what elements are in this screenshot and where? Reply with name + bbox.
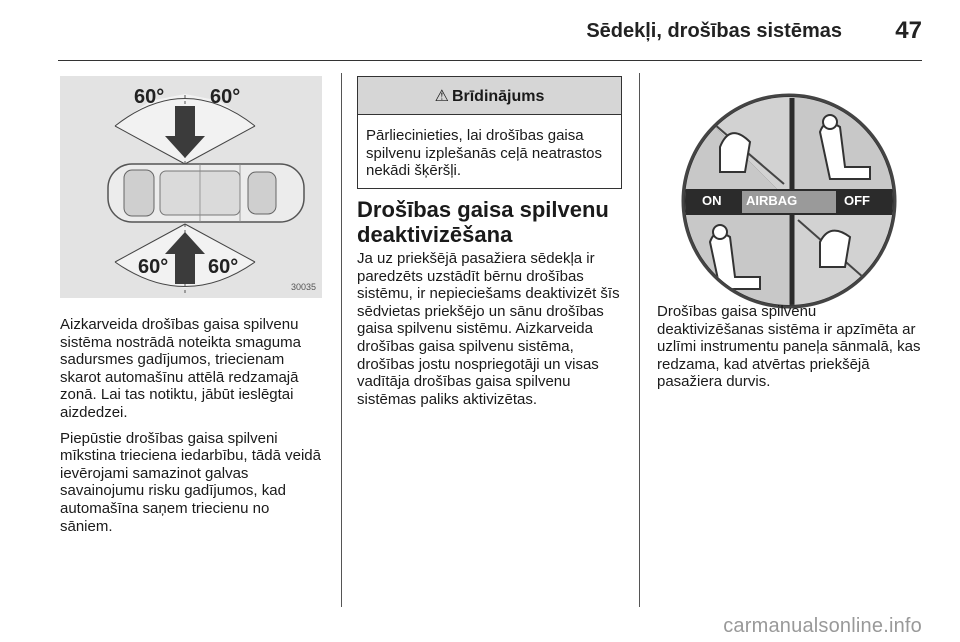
- column-divider-right: [639, 73, 640, 607]
- page-header-title: Sēdekļi, drošības sistēmas: [586, 20, 842, 42]
- left-column-text: [60, 316, 325, 543]
- warning-header: [358, 77, 621, 115]
- right-paragraph: Drošības gaisa spilvenu deaktivizēšanas sistēma ir apzīmēta ar uzlīmi instrumentu paneļa sānmalā, kas redzama, kad atvērtas priekšējā pasažiera durvis.: [657, 303, 921, 391]
- airbag-text: AIRBAG: [746, 193, 798, 208]
- figure-code: 30035: [290, 282, 316, 292]
- left-paragraph-1: Aizkarveida drošības gaisa spilvenu sistēma nostrādā noteikta smaguma sadursmes gadījumos, triecienam skarot automašīnu attēlā redzamajā zonā. Lai tas notiktu, jābūt ieslēgtai aizdedzei.: [60, 316, 301, 421]
- airbag-off-label: OFF: [844, 193, 870, 208]
- left-paragraph-2: Piepūstie drošības gaisa spilveni mīkstina trieciena iedarbību, tādā veidā ievērojami samazinot galvas savainojumu risku gadījumos, kad automašīna saņem triecienu no sāniem.: [60, 429, 321, 535]
- car-top-view-diagram: [60, 76, 322, 298]
- watermark: carmanualsonline.info: [723, 615, 922, 637]
- angle-label-bottom-right: 60°: [208, 256, 239, 278]
- warning-box: [357, 76, 622, 189]
- side-impact-illustration: [60, 76, 322, 298]
- warning-triangle-icon: ⚠: [434, 88, 449, 105]
- warning-text: Pārliecinieties, lai drošības gaisa spilvenu izplešanās ceļā neatrastos nekādi šķēršļi.: [366, 127, 602, 180]
- middle-paragraph: Ja uz priekšējā pasažiera sēdekļa ir paredzēts uzstādīt bērnu drošības sistēmu, ir nepieciešams deaktivizēt šīs sēdvietas priekšējo un sānu drošības gaisa spilvenu sistēmu. Aizkarveida drošības gaisa spilvenu sistēma, drošības jostu nospriegotāji un visas vadītāja drošības gaisa spilvenu sistēmas paliks aktivizētas.: [357, 250, 620, 408]
- airbag-on-label: ON: [702, 193, 722, 208]
- angle-label-top-left: 60°: [134, 86, 165, 108]
- column-divider-left: [341, 73, 342, 607]
- angle-label-top-right: 60°: [210, 86, 241, 108]
- section-title: Drošības gaisa spilvenu deaktivizēšana: [357, 197, 609, 247]
- header-divider: [58, 60, 922, 61]
- airbag-deactivation-label: [680, 92, 898, 310]
- warning-title: Brīdinājums: [451, 88, 545, 105]
- page-number: 47: [895, 17, 922, 44]
- angle-label-bottom-left: 60°: [138, 256, 169, 278]
